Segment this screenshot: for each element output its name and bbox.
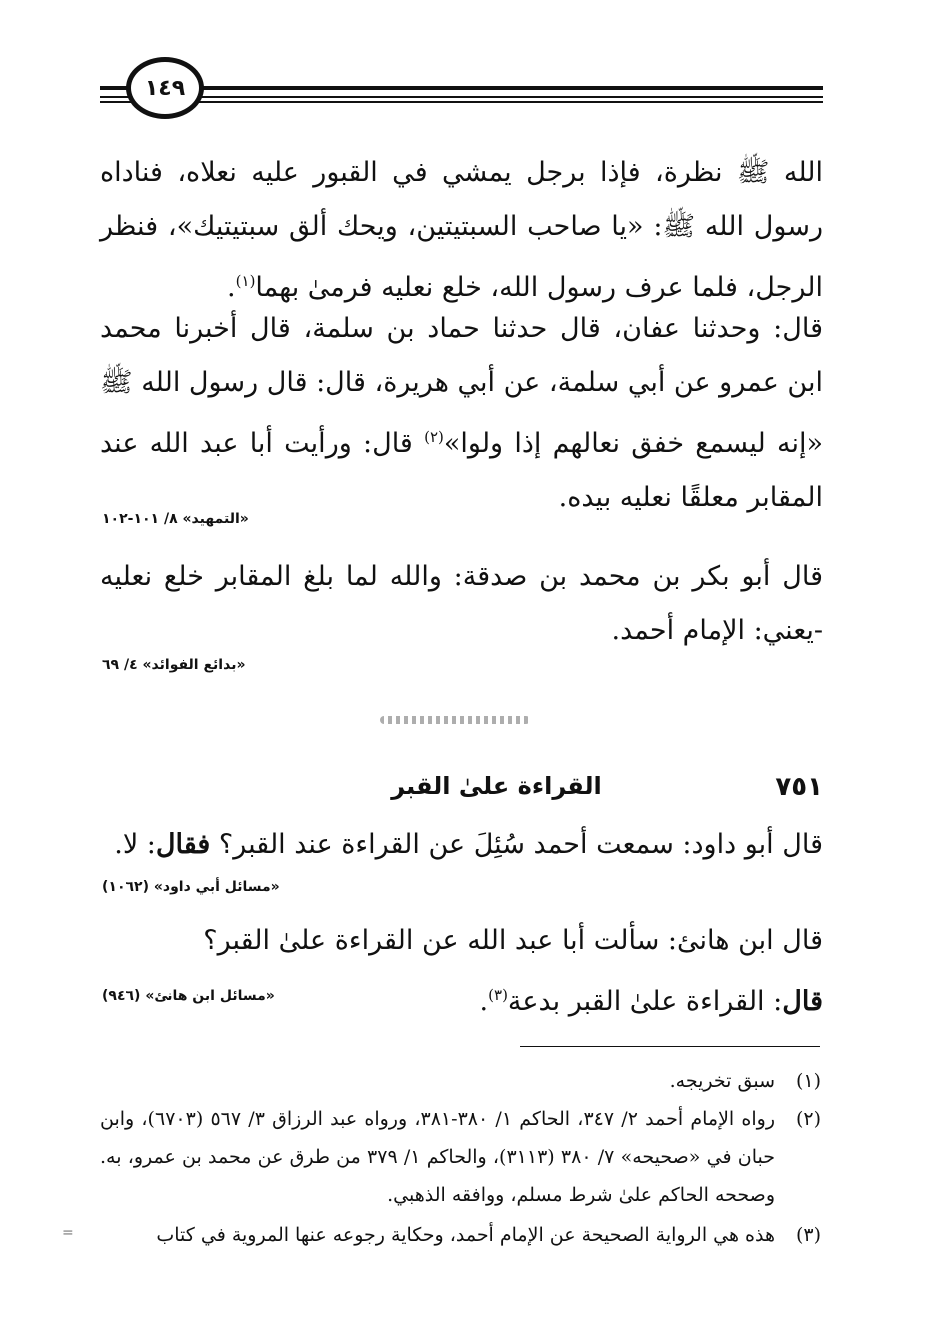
footnote-text: سبق تخريجه. [669, 1070, 775, 1092]
section-number: ٧٥١ [775, 772, 823, 802]
source-citation-2: «بدائع الفوائد» ٤/ ٦٩ [102, 657, 246, 673]
footnote-separator [520, 1046, 820, 1047]
footnote-text: رواه الإمام أحمد ٢/ ٣٤٧، الحاكم ١/ ٣٨٠-٣٨١، ورواه عبد الرزاق ٣/ ٥٦٧ (٦٧٠٣)، وابن حبان في «صحيحه» ٧/ ٣٨٠ (٣١١٣)، والحاكم ١/ ٣٧٩ من طرق عن محمد بن عمرو، به. وصححه الحاكم علىٰ شرط مسلم، ووافقه الذهبي. [100, 1108, 776, 1206]
paragraph-1-text: الله ﷺ نظرة، فإذا برجل يمشي في القبور عليه نعلاه، فناداه رسول الله ﷺ: «يا صاحب السبتيتين، ويحك ألق سبتيتيك»، فنظر الرجل، فلما عرف رسول الله، خلع نعليه فرمىٰ بهما [100, 157, 823, 303]
section-line-1-end: : لا. [114, 829, 156, 860]
section-line-1-text: قال أبو داود: سمعت أحمد سُئِلَ عن القراءة عند القبر؟ [210, 829, 823, 860]
paragraph-2-text: قال: وحدثنا عفان، قال حدثنا حماد بن سلمة، قال أخبرنا محمد ابن عمرو عن أبي سلمة، عن أبي هريرة، قال: قال رسول الله ﷺ «إنه ليسمع خفق نعالهم إذا ولوا» [100, 313, 823, 459]
source-citation-1: «التمهيد» ٨/ ١٠١-١٠٢ [102, 511, 249, 527]
section-line-3 [300, 968, 823, 1029]
source-citation-3: «مسائل أبي داود» (١٠٦٢) [102, 879, 280, 895]
page-number: ١٤٩ [144, 75, 186, 101]
paragraph-3 [100, 550, 823, 658]
footnote-ref-1[interactable]: (١) [235, 272, 256, 290]
paragraph-1-end: . [227, 272, 236, 303]
source-citation-4: «مسائل ابن هانئ» (٩٤٦) [102, 988, 275, 1004]
footnote-number: (٣) [795, 1224, 821, 1246]
footnote-number: (١) [795, 1070, 821, 1092]
section-line-3-text: : القراءة علىٰ القبر بدعة [507, 986, 783, 1017]
footnote-2 [100, 1100, 821, 1214]
footnote-ref-3[interactable]: (٣) [488, 986, 508, 1004]
section-title: القراءة علىٰ القبر [391, 772, 602, 800]
header-rule-thick [100, 86, 823, 90]
section-line-3-end: . [479, 986, 489, 1017]
section-line-1-bold: فقال [155, 829, 211, 860]
footnote-1 [100, 1062, 821, 1100]
paragraph-2-end: قال: ورأيت أبا عبد الله عند المقابر معلقًا نعليه بيده. [100, 428, 823, 513]
paragraph-2 [100, 302, 823, 525]
continuation-mark: = [62, 1225, 74, 1241]
footnote-ref-2[interactable]: (٢) [424, 428, 444, 446]
page-number-badge [126, 57, 204, 119]
paragraph-3-text: قال أبو بكر بن محمد بن صدقة: والله لما بلغ المقابر خلع نعليه -يعني: الإمام أحمد. [100, 561, 823, 646]
paragraph-1 [100, 146, 823, 315]
section-line-2 [100, 914, 823, 968]
section-ornament [380, 716, 530, 724]
footnote-number: (٢) [795, 1108, 821, 1130]
footnote-text: هذه هي الرواية الصحيحة عن الإمام أحمد، وحكاية رجوعه عنها المروية في كتاب [156, 1224, 775, 1246]
header-rule-thin-2 [100, 101, 823, 103]
section-line-3-bold: قال [782, 986, 823, 1017]
section-line-2-text: قال ابن هانئ: سألت أبا عبد الله عن القراءة علىٰ القبر؟ [203, 925, 823, 956]
section-line-1 [100, 818, 823, 872]
header-rule-thin [100, 96, 823, 98]
footnote-3 [100, 1216, 821, 1254]
